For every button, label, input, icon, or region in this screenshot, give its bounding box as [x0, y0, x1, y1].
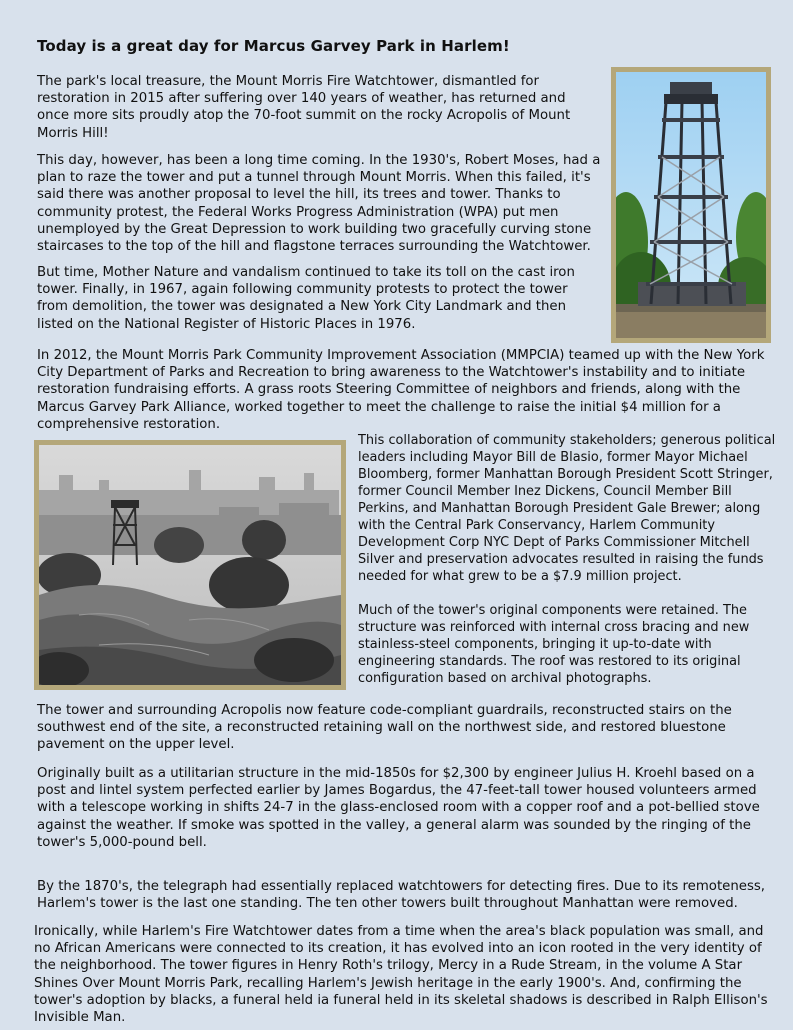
tower-photo-image	[616, 72, 766, 338]
paragraph-landmark: But time, Mother Nature and vandalism continued to take its toll on the cast iron tower. Finally, in 1967, again following community protests to protect the tower from demolition, the tower was designated a New York City Landmark and then listed on the National Register of Historic Places in 1976.	[37, 265, 575, 332]
paragraph-components: Much of the tower's original components were retained. The structure was reinforced with internal cross bracing and new stainless-steel components, bringing it up-to-date with engineering standards. The roof was restored to its original configuration based on archival photographs.	[358, 603, 750, 686]
paragraph-identity: Ironically, while Harlem's Fire Watchtower dates from a time when the area's black population was small, and no African Americans were connected to its creation, it has evolved into an icon rooted in the very identity of the neighborhood. The tower figures in Henry Roth's trilogy, Mercy in a Rude Stream, in the volume A Star Shines Over Mount Morris Park, recalling Harlem's Jewish heritage in the early 1900's. And, confirming the tower's adoption by blacks, a funeral held ia funeral held in its skeletal shadows is described in Ralph Ellison's Invisible Man.	[34, 924, 768, 1026]
paragraph-collaboration: This collaboration of community stakeholders; generous political leaders including Mayor Bill de Blasio, former Mayor Michael Bloomberg, former Manhattan Borough President Scott Stringer, former Council Member Inez Dickens, Council Member Bill Perkins, and Manhattan Borough President Gale Brewer; along with the Central Park Conservancy, Harlem Community Development Corp NYC Dept of Parks Commissioner Mitchell Silver and preservation advocates resulted in raising the funds needed for what grew to be a $7.9 million project.	[358, 433, 776, 584]
archival-photo	[34, 440, 346, 690]
archival-photo-image	[39, 445, 341, 685]
paragraph-origins: Originally built as a utilitarian structure in the mid-1850s for $2,300 by engineer Julius H. Kroehl based on a post and lintel system perfected earlier by James Bogardus, the 47-feet-tall tower housed volunteers armed with a telescope working in shifts 24-7 in the glass-enclosed room with a copper roof and a pot-bellied stove against the weather. If smoke was spotted in the valley, a general alarm was sounded by the ringing of the tower's 5,000-pound bell.	[37, 766, 760, 850]
tower-photo	[611, 67, 771, 343]
paragraph-history: This day, however, has been a long time coming. In the 1930's, Robert Moses, had a plan to raze the tower and put a tunnel through Mount Morris. When this failed, it's said there was another proposal to level the hill, its trees and tower. Thanks to community protest, the Federal Works Progress Administration (WPA) put men unemployed by the Great Depression to work building two gracefully curving stone staircases to the top of the hill and flagstone terraces surrounding the Watchtower.	[37, 153, 601, 255]
paragraph-telegraph: By the 1870's, the telegraph had essentially replaced watchtowers for detecting fires. Due to its remoteness, Harlem's tower is the last one standing. The ten other towers built throughout Manhattan were removed.	[37, 879, 766, 912]
paragraph-mmpcia: In 2012, the Mount Morris Park Community Improvement Association (MMPCIA) teamed up with the New York City Department of Parks and Recreation to bring awareness to the Watchtower's instability and to initiate restoration fundraising efforts. A grass roots Steering Committee of neighbors and friends, along with the Marcus Garvey Park Alliance, worked together to meet the challenge to raise the initial $4 million for a comprehensive restoration.	[37, 348, 765, 432]
paragraph-intro: The park's local treasure, the Mount Morris Fire Watchtower, dismantled for restoration in 2015 after suffering over 140 years of weather, has returned and once more sits proudly atop the 70-foot summit on the rocky Acropolis of Mount Morris Hill!	[37, 74, 571, 141]
paragraph-acropolis: The tower and surrounding Acropolis now feature code-compliant guardrails, reconstructed stairs on the southwest end of the site, a reconstructed retaining wall on the northwest side, and restored bluestone pavement on the upper level.	[37, 703, 732, 753]
article-title: Today is a great day for Marcus Garvey Park in Harlem!	[37, 37, 510, 55]
